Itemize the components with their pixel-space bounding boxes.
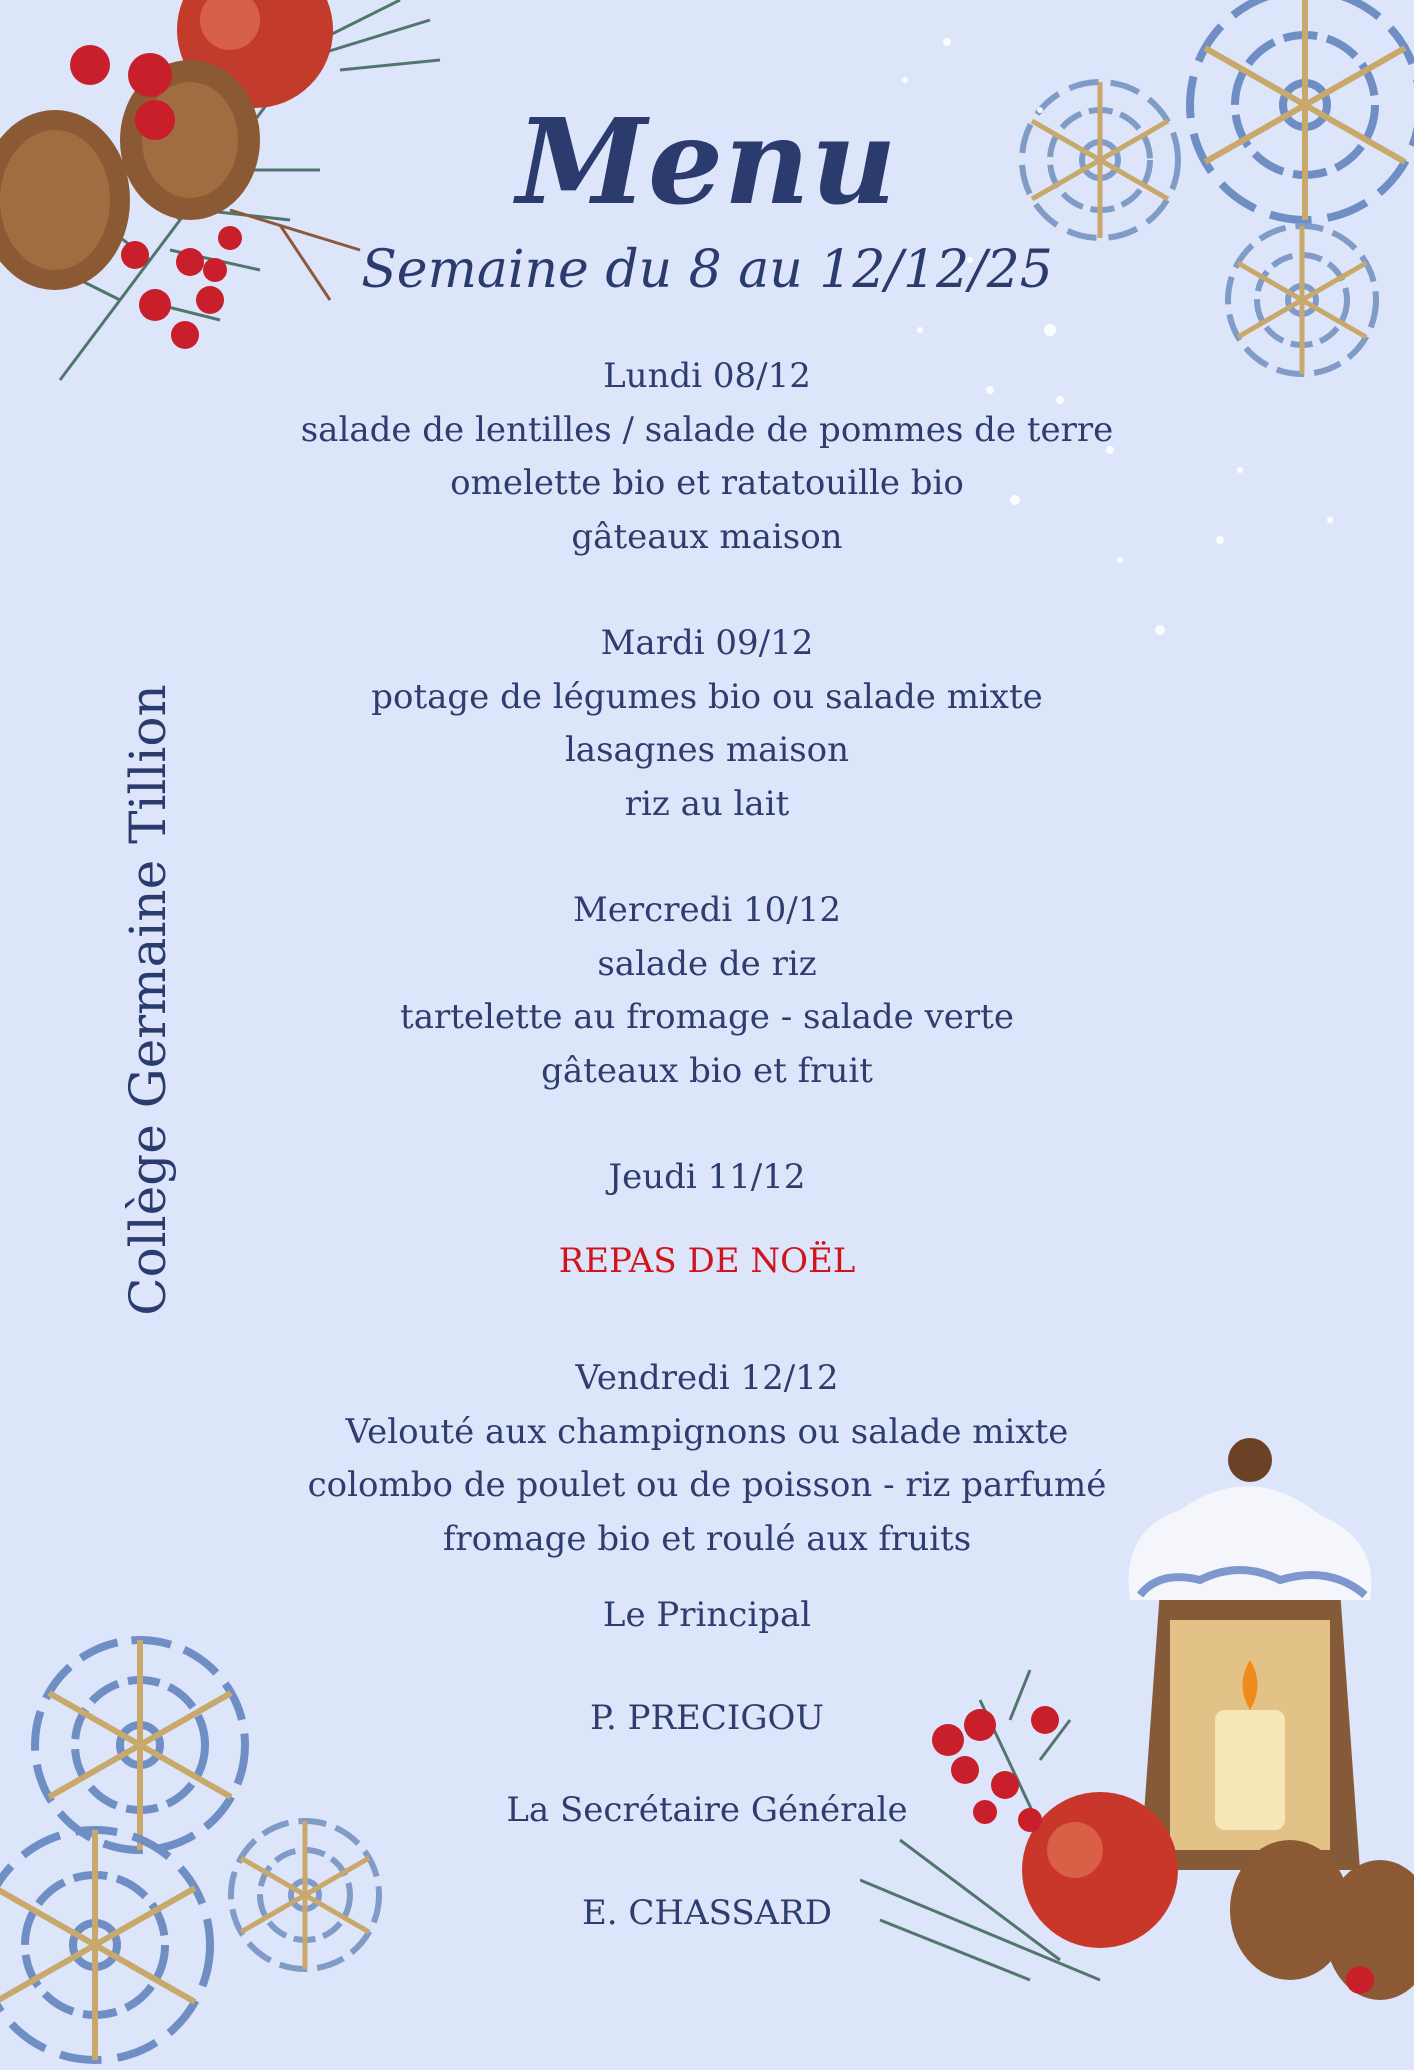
day-heading: Mercredi 10/12 [572,890,842,930]
day-heading: Vendredi 12/12 [575,1358,839,1398]
menu-item: colombo de poulet ou de poisson - riz parfumé [307,1465,1107,1505]
day-heading: Jeudi 11/12 [608,1157,806,1197]
menu-item: lasagnes maison [564,730,850,770]
menu-item: riz au lait [624,783,790,824]
christmas-meal-label: REPAS DE NOËL [558,1240,856,1281]
menu-item: omelette bio et ratatouille bio [450,463,964,503]
menu-item: tartelette au fromage - salade verte [400,997,1014,1037]
menu-item: gâteaux maison [571,516,843,557]
principal-name: P. PRECIGOU [589,1698,825,1738]
day-monday [200,350,1214,564]
day-friday [200,1352,1214,1566]
day-heading: Lundi 08/12 [603,356,811,396]
secretary-name: E. CHASSARD [581,1893,833,1933]
menu-list [200,350,1214,1619]
day-thursday [200,1151,1214,1288]
week-subtitle: Semaine du 8 au 12/12/25 [361,240,1053,300]
day-wednesday [200,884,1214,1098]
menu-item: salade de lentilles / salade de pommes de terre [300,409,1114,450]
menu-item: salade de riz [597,943,817,984]
menu-item: fromage bio et roulé aux fruits [442,1518,972,1559]
secretary-title: La Secrétaire Générale [506,1790,908,1830]
menu-item: potage de légumes bio ou salade mixte [371,676,1043,717]
day-heading: Mardi 09/12 [600,623,814,663]
principal-title: Le Principal [602,1595,812,1635]
snowflake-icon [0,1820,220,2070]
menu-item: Velouté aux champignons ou salade mixte [345,1411,1069,1452]
day-tuesday [200,617,1214,831]
menu-item: gâteaux bio et fruit [541,1050,873,1091]
school-name: Collège Germaine Tillion [119,684,177,1316]
page-title: Menu [516,92,898,231]
